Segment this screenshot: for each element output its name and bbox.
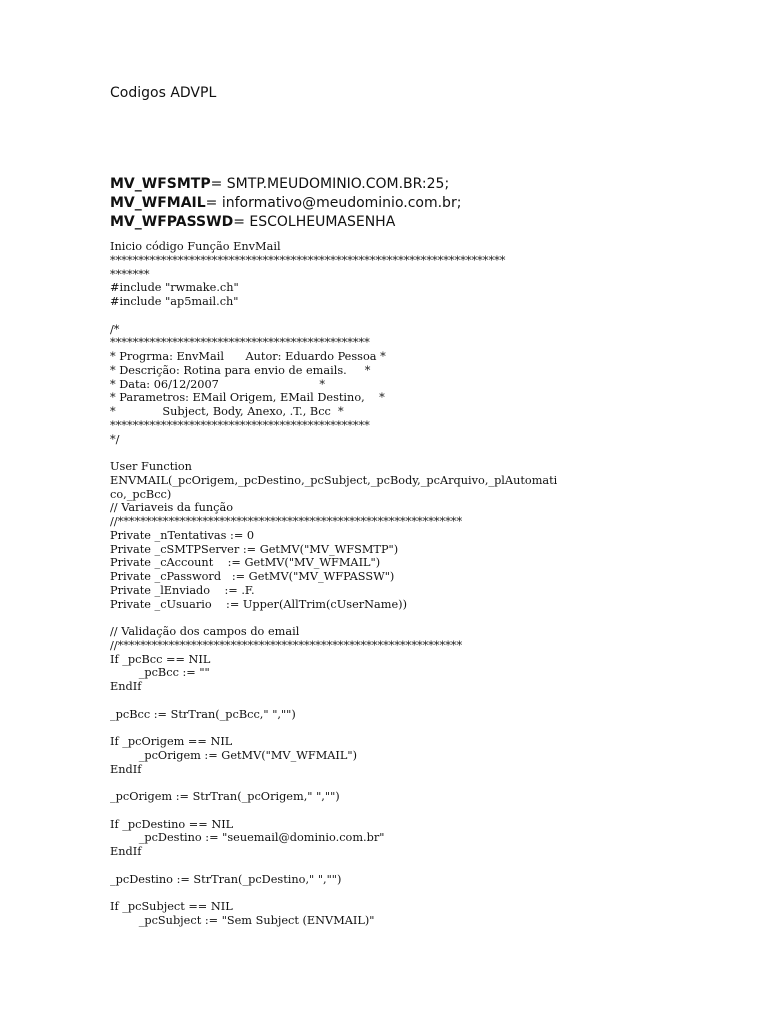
code-line: If _pcBcc == NIL: [110, 652, 211, 666]
code-line: _pcDestino := "seuemail@dominio.com.br": [110, 831, 385, 845]
code-line: // Validação dos campos do email: [110, 625, 300, 638]
parameter-line: MV_WFSMTP= SMTP.MEUDOMINIO.COM.BR:25;: [110, 176, 450, 192]
code-line: * Progrma: EnvMail Autor: Eduardo Pessoa *: [110, 350, 386, 363]
code-line: _pcSubject := "Sem Subject (ENVMAIL)": [110, 913, 375, 927]
code-line: **********************************************: [110, 336, 370, 350]
code-line: _pcBcc := StrTran(_pcBcc," ",""): [110, 707, 296, 721]
code-line: [110, 776, 557, 790]
code-line: If _pcOrigem == NIL: [110, 735, 233, 748]
code-line: [110, 804, 557, 818]
code-line: If _pcSubject == NIL: [110, 900, 233, 913]
code-line: #include "rwmake.ch": [110, 281, 239, 295]
code-line: EndIf: [110, 762, 142, 776]
code-line: EndIf: [110, 845, 142, 858]
code-line: Private _lEnviado := .F.: [110, 583, 255, 597]
code-line: [110, 446, 557, 460]
parameter-name: MV_WFMAIL: [110, 195, 206, 211]
code-line: Private _nTentativas := 0: [110, 528, 255, 542]
code-line: * Data: 06/12/2007 *: [110, 377, 326, 391]
code-line: [110, 721, 557, 735]
code-line: /*: [110, 322, 120, 336]
parameter-name: MV_WFPASSWD: [110, 214, 234, 230]
code-line: * Descrição: Rotina para envio de emails. *: [110, 363, 371, 377]
code-line: Private _cPassword := GetMV("MV_WFPASSW"): [110, 570, 395, 583]
parameter-value: informativo@meudominio.com.br;: [221, 195, 462, 211]
document-title: Codigos ADVPL: [110, 85, 217, 101]
parameter-line: MV_WFPASSWD= ESCOLHEUMASENHA: [110, 214, 396, 230]
code-line: * Parametros: EMail Origem, EMail Destino, *: [110, 391, 385, 405]
code-line: If _pcDestino == NIL: [110, 817, 234, 831]
code-line: [110, 309, 557, 323]
code-line: _pcOrigem := GetMV("MV_WFMAIL"): [110, 748, 357, 762]
code-line: **********************************************: [110, 418, 370, 432]
code-line: //*************************************************************: [110, 638, 463, 652]
parameters-block: [110, 175, 461, 232]
code-line: [110, 886, 557, 900]
code-line: Inicio código Função EnvMail: [110, 240, 281, 253]
parameter-value: SMTP.MEUDOMINIO.COM.BR:25;: [226, 176, 450, 192]
code-line: [110, 694, 557, 708]
code-line: User Function: [110, 460, 192, 473]
parameter-name: MV_WFSMTP: [110, 176, 211, 192]
code-line: [110, 859, 557, 873]
code-line: // Variaveis da função: [110, 501, 234, 515]
code-line: co,_pcBcc): [110, 487, 172, 501]
code-line: */: [110, 432, 120, 446]
code-line: //*************************************************************: [110, 515, 463, 528]
code-line: [110, 611, 557, 625]
code-line: **********************************************************************: [110, 253, 506, 267]
code-line: _pcBcc := "": [110, 666, 210, 680]
code-line: Private _cUsuario := Upper(AllTrim(cUserName)): [110, 597, 407, 611]
code-line: EndIf: [110, 680, 142, 693]
code-line: Private _cAccount := GetMV("MV_WFMAIL"): [110, 556, 381, 570]
code-listing: [110, 240, 557, 928]
code-line: Private _cSMTPServer := GetMV("MV_WFSMTP"): [110, 542, 399, 556]
parameter-line: MV_WFMAIL= informativo@meudominio.com.br;: [110, 195, 462, 211]
code-line: _pcOrigem := StrTran(_pcOrigem," ",""): [110, 790, 340, 803]
code-line: #include "ap5mail.ch": [110, 295, 239, 308]
code-line: _pcDestino := StrTran(_pcDestino," ",""): [110, 872, 342, 886]
code-line: * Subject, Body, Anexo, .T., Bcc *: [110, 405, 344, 418]
parameter-value: ESCOLHEUMASENHA: [249, 214, 396, 230]
code-line: *******: [110, 267, 150, 281]
code-line: ENVMAIL(_pcOrigem,_pcDestino,_pcSubject,_pcBody,_pcArquivo,_plAutomati: [110, 473, 558, 487]
